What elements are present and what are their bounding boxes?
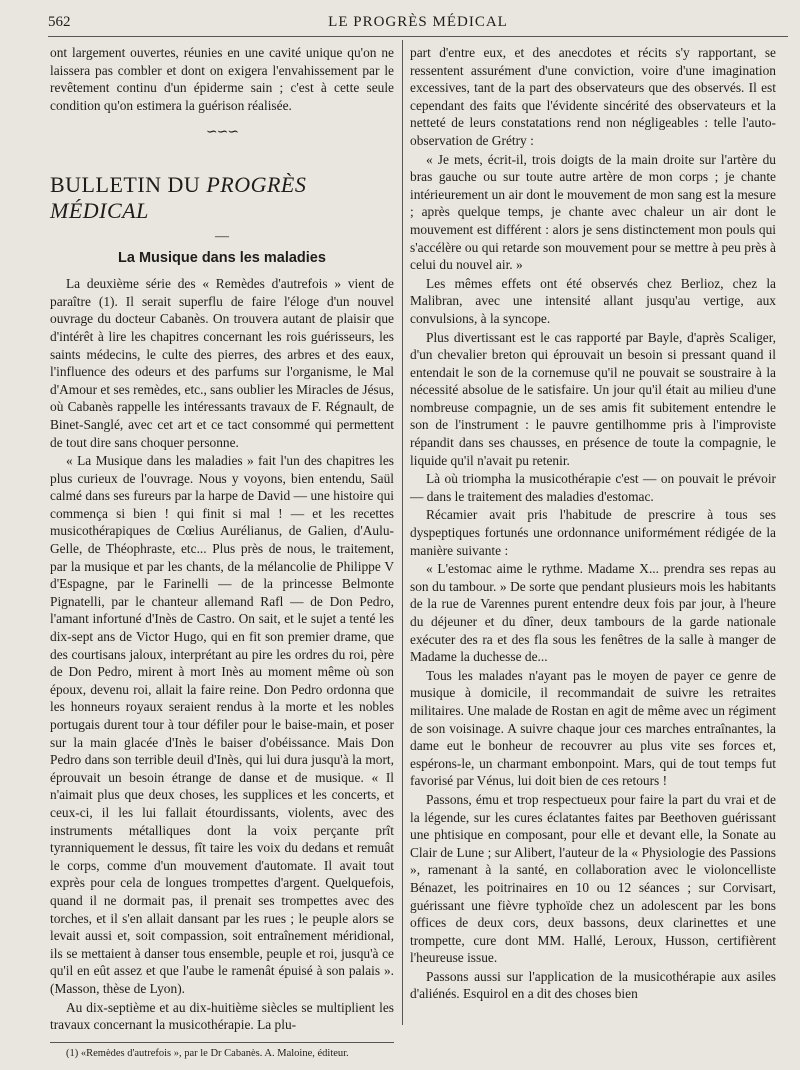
bulletin-heading-prefix: BULLETIN DU xyxy=(50,171,207,197)
bulletin-heading-title: PROGRÈS MÉDICAL xyxy=(50,171,307,223)
footnote: (1) «Remèdes d'autrefois », par le Dr Cabanès. A. Maloine, éditeur. xyxy=(66,1047,349,1059)
article-paragraph: « L'estomac aime le rythme. Madame X... prendra ses repas au son du tambour. » De sorte que pendant plusieurs mois les habitants de la rue de Varennes purent entendre deux fois par jour, à l'heure du déjeuner et du dîner, deux tambours de la garde nationale exécuter des ra et des fla sous les fenêtres de la salle à manger de Madame la duchesse de... xyxy=(410,561,776,665)
article-paragraph: Plus divertissant est le cas rapporté par Bayle, d'après Scaliger, d'un chevalier breton qui éprouvait un besoin si pressant quand il entendait le son de la cornemuse qu'il ne pouvait se soustraire à la nécessité absolue de le satisfaire. Un jour qu'il était au milieu d'une nombreuse compagnie, un de ses amis fit subitement entendre le son de l'instrument : le pauvre gentilhomme pris à l'improviste répandit dans ses chausses, en présence de toute la compagnie, le liquide qu'il n'avait pu retenir. xyxy=(410,329,776,468)
page-header xyxy=(48,10,788,37)
article-paragraph: La deuxième série des « Remèdes d'autrefois » vient de paraître (1). Il serait superflu de faire l'éloge d'un nouvel ouvrage du docteur Cabanès. On trouvera autant de plaisir que d'intérêt à lire les chapitres concernant les rois guérisseurs, les saints médecins, le culte des pierres, des arbres et des eaux, l'influence des odeurs et des parfums sur l'organisme, le Mal d'Amour et ses remèdes, etc., sans oublier les Miracles de Jésus, où Cabanès rappelle les intéressants travaux de F. Régnault, de Binet-Sanglé, avec cet art et ce tact consommé qui permettent de tout dire sans choquer personne. xyxy=(50,276,394,450)
article-paragraph: Au dix-septième et au dix-huitième siècles se multiplient les travaux concernant la musicothérapie. La plu- xyxy=(50,999,394,1033)
column-divider xyxy=(402,40,403,1025)
opening-paragraph: ont largement ouvertes, réunies en une cavité unique qu'on ne laissera pas combler et dont on exigera l'envahissement par le revêtement continu d'un épiderme sain ; c'est à cette seule condition qu'on estimera la guérison réalisée. xyxy=(50,45,394,113)
article-subheading: La Musique dans les maladies xyxy=(118,249,326,266)
article-paragraph: Les mêmes effets ont été observés chez Berlioz, chez la Malibran, avec une intensité allant jusqu'au vertige, aux convulsions, à la syncope. xyxy=(410,275,776,326)
heading-dash: — xyxy=(215,228,229,244)
page-number: 562 xyxy=(48,14,71,30)
section-ornament: ∽∽∽ xyxy=(205,125,239,141)
article-paragraph: Tous les malades n'ayant pas le moyen de payer ce genre de musique à domicile, il recommandait de suivre les retraites militaires. Une malade de Rostan en agit de même avec un régiment de son voisinage. A suivre chaque jour ces marches entraînantes, la dame eut le bonheur de recouvrer au plus vite ses forces et, espérons-le, un charmant embonpoint. Mars, qui de tout temps fut favorisé par Vénus, lui doit bien de ces retours ! xyxy=(410,667,776,789)
left-column xyxy=(50,44,394,1061)
article-paragraph: Là où triompha la musicothérapie c'est — on pouvait le prévoir — dans le traitement des maladies d'estomac. xyxy=(410,471,776,504)
bulletin-heading xyxy=(50,172,394,224)
running-title: LE PROGRÈS MÉDICAL xyxy=(328,14,508,30)
article-paragraph: Passons, ému et trop respectueux pour faire la part du vrai et de la légende, sur les cures éclatantes faites par Beethoven guérissant une phtisique en composant, pour elle et devant elle, la Sonate au Clair de Lune ; sur Alibert, l'auteur de la « Physiologie des Passions », ramenant à la santé, en collaboration avec le violoncelliste Bénazet, les poitrinaires en 10 ou 12 séances ; sur Corvisart, guérissant une fièvre typhoïde chez un adolescent par les bons offices de deux cors, deux bassons, deux clarinettes et une trompette, cure dont MM. Hallé, Leroux, Husson, certifièrent l'heureuse issue. xyxy=(410,791,776,966)
article-paragraph: « Je mets, écrit-il, trois doigts de la main droite sur l'artère du bras gauche ou sur toute autre artère de mon corps ; je chante intérieurement un air dont le mouvement de mon sang est la mesure ; après quelque temps, je chante avec chaleur un air dont le mouvement est différent : alors je sens distinctement mon pouls qui s'accélère ou qui retarde son mouvement pour se mettre à peu près à celui du nouvel air. » xyxy=(410,151,776,273)
article-paragraph: « La Musique dans les maladies » fait l'un des chapitres les plus curieux de l'ouvrage. Nous y voyons, bien entendu, Saül calmé dans ses fureurs par la harpe de David — une histoire qui commença si bien ! qui finit si mal ! — et les recettes musicothérapiques de Cœlius Aurélianus, de Galien, d'Aulu-Gelle, de Théophraste, etc... Plus près de nous, le traitement, par la musique et par les chants, de la mélancolie de Philippe V d'Espagne, par le Farinelli — de la princesse Belmonte Pignatelli, par le chanteur allemand Rafl — de Don Pedro, l'amant infortuné d'Inès de Castro. On sait, et le sujet a tenté les dix-sept ans de Victor Hugo, qui en fit son premier drame, que des courtisans jaloux, interprétant au pire les ordres du roi, père de Don Pedro, mirent à mort Inès au moment même où son époux, devenu roi, allait la faire reine. Don Pedro ordonna que les honneurs royaux seraient rendus à la morte et les nobles portugais durent tour à tour défiler pour le baise-main, et poser sur la main glacée d'Inès le baiser d'obéissance. Mais Don Pedro dans son terrible deuil d'Inès, qui lui dura jusqu'à la mort, éprouvait un besoin étrange de danse et de musique. « Il n'aimait plus que deux choses, les supplices et les concerts, et ceux-ci, il les lui fallait étourdissants, violents, avec des instruments métalliques dont la voix perçante prît tyranniquement le dessus, fît taire les voix du dedans et remuât le corps, comme d'un mouvement d'automate. Il avait tout exprès pour cela de longues trompettes d'argent. Quelquefois, quand il ne dormait pas, il prenait ses trompettes avec des torches, et il s'en allait dansant par les rues ; le peuple alors se levait aussi et, soit compassion, soit entraînement méridional, ils se mettaient à danser tous ensemble, peuple et roi, jusqu'à ce qu'il en eût assez et que l'aube le ramenât épuisé à son palais ». (Masson, thèse de Lyon). xyxy=(50,453,394,996)
article-paragraph: Récamier avait pris l'habitude de prescrire à tous ses dyspeptiques fortunés une ordonnance uniformément rédigée de la manière suivante : xyxy=(410,507,776,558)
article-paragraph: part d'entre eux, et des anecdotes et récits s'y rapportant, se ressentent assurément d'une conviction, voire d'une imagination excessives, tant de la part des observateurs que des observés. Il est cependant des faits que l'évidente sincérité des observateurs et la netteté de leurs constatations rend non négligeables : telle l'auto-observation de Grétry : xyxy=(410,45,776,148)
article-paragraph: Passons aussi sur l'application de la musicothérapie aux asiles d'aliénés. Esquirol en a dit des choses bien xyxy=(410,968,776,1002)
footnote-rule xyxy=(50,1042,394,1043)
right-column xyxy=(410,44,776,1004)
